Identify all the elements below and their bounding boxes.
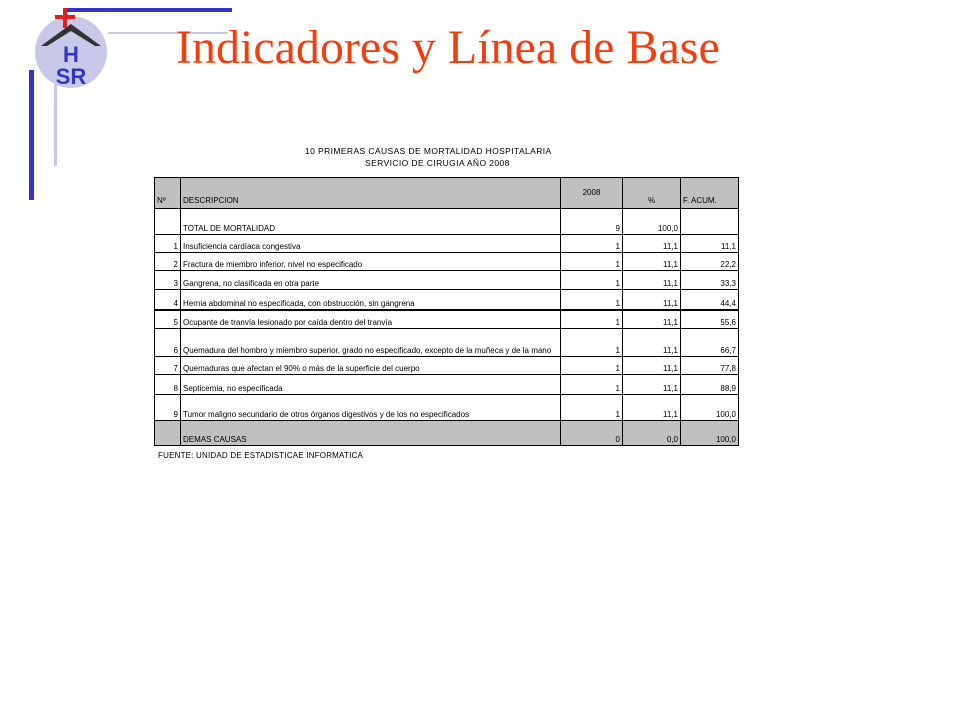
cell-acum [681,209,739,235]
table-row [155,375,739,395]
col-header-desc: DESCRIPCION [181,178,561,209]
cell-year: 1 [561,357,623,375]
cell-year: 0 [561,421,623,446]
cell-pct: 11,1 [623,375,681,395]
cell-year: 1 [561,375,623,395]
cell-year: 1 [561,271,623,290]
cell-acum: 55,6 [681,310,739,329]
cell-pct: 100,0 [623,209,681,235]
cell-pct: 11,1 [623,271,681,290]
cell-desc: Hernia abdominal no especificada, con obstrucción, sin gangrena [181,290,561,310]
table-row [155,253,739,271]
cell-num: 1 [155,235,181,253]
table-row [155,395,739,421]
cell-year: 1 [561,395,623,421]
col-header-acum: F. ACUM. [681,178,739,209]
svg-text:H: H [63,42,79,67]
cell-desc: Quemadura del hombro y miembro superior, grado no especificado, excepto de la muñeca y de la mano [181,329,561,357]
cell-pct: 11,1 [623,395,681,421]
cell-desc: Tumor maligno secundario de otros órganos digestivos y de los no especificados [181,395,561,421]
cell-num: 9 [155,395,181,421]
cell-year: 1 [561,329,623,357]
cell-acum: 66,7 [681,329,739,357]
table-row [155,235,739,253]
cell-desc: TOTAL DE MORTALIDAD [181,209,561,235]
cell-num [155,421,181,446]
page-title: Indicadores y Línea de Base [176,21,720,74]
cell-pct: 11,1 [623,290,681,310]
cell-year: 1 [561,253,623,271]
cell-desc: Quemaduras que afectan el 90% o más de la superficie del cuerpo [181,357,561,375]
cell-num: 3 [155,271,181,290]
cell-acum: 100,0 [681,421,739,446]
cell-year: 1 [561,290,623,310]
table-row-others [155,421,739,446]
cell-acum: 11,1 [681,235,739,253]
cell-desc: Septicemia, no especificada [181,375,561,395]
cell-year: 9 [561,209,623,235]
cell-acum: 44,4 [681,290,739,310]
cell-desc: Gangrena, no clasificada en otra parte [181,271,561,290]
cell-pct: 11,1 [623,329,681,357]
col-header-num: Nº [155,178,181,209]
report-caption-line1: 10 PRIMERAS CAUSAS DE MORTALIDAD HOSPITALARIA [305,146,552,156]
cell-num: 5 [155,310,181,329]
mortality-table [154,177,739,446]
table-header-row [155,178,739,209]
cell-pct: 11,1 [623,310,681,329]
cell-acum: 77,8 [681,357,739,375]
table-row [155,329,739,357]
cell-pct: 11,1 [623,253,681,271]
cell-year: 1 [561,235,623,253]
cell-acum: 100,0 [681,395,739,421]
cell-pct: 11,1 [623,235,681,253]
cell-acum: 88,9 [681,375,739,395]
cell-num [155,209,181,235]
cell-num: 2 [155,253,181,271]
cell-desc: Ocupante de tranvía lesionado por caída dentro del tranvía [181,310,561,329]
table-row [155,310,739,329]
cell-desc: DEMAS CAUSAS [181,421,561,446]
table-row [155,357,739,375]
cell-year: 1 [561,310,623,329]
table-row-total [155,209,739,235]
cell-acum: 22,2 [681,253,739,271]
table-row [155,271,739,290]
cell-desc: Fractura de miembro inferior, nivel no especificado [181,253,561,271]
table-row [155,290,739,310]
cell-pct: 0,0 [623,421,681,446]
svg-text:SR: SR [55,64,87,89]
cell-acum: 33,3 [681,271,739,290]
report-caption-line2: SERVICIO DE CIRUGIA AÑO 2008 [365,158,510,168]
cell-desc: Insuficiencia cardíaca congestiva [181,235,561,253]
cell-pct: 11,1 [623,357,681,375]
cell-num: 6 [155,329,181,357]
hsr-logo [33,6,109,90]
cell-num: 4 [155,290,181,310]
cell-num: 7 [155,357,181,375]
source-note: FUENTE: UNIDAD DE ESTADISTICAE INFORMATICA [158,451,364,460]
col-header-pct: % [623,178,681,209]
col-header-year: 2008 [561,178,623,209]
cell-num: 8 [155,375,181,395]
